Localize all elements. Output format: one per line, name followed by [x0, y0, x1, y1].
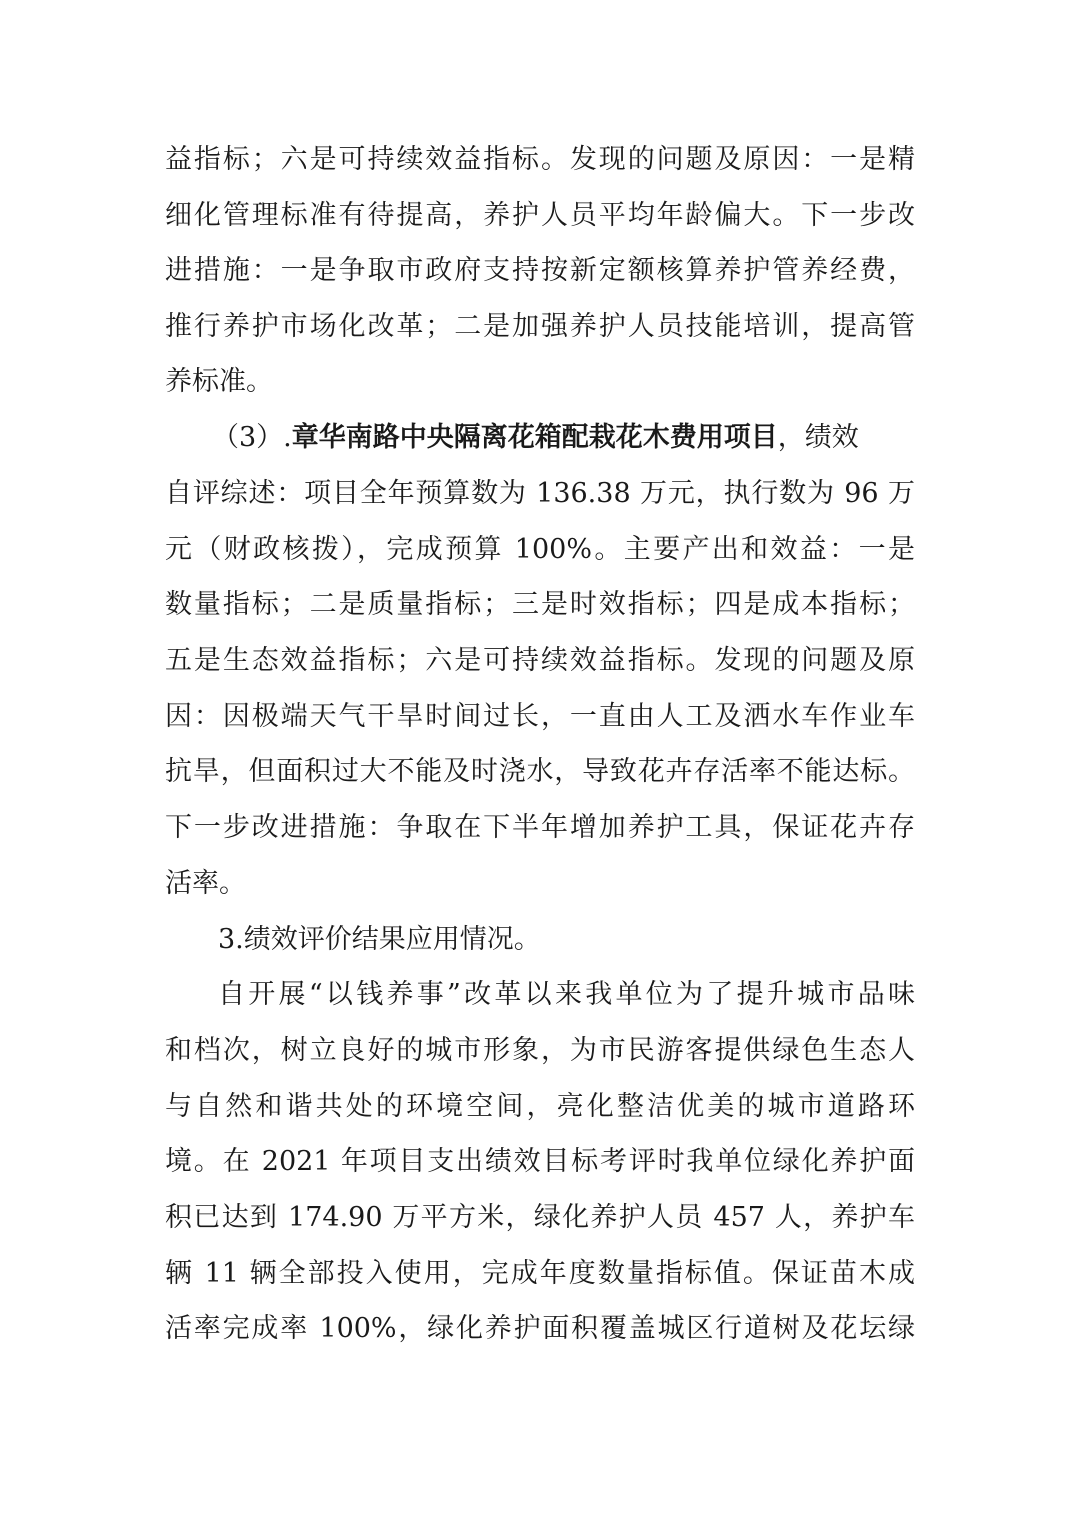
paragraph-line: 境。在 2021 年项目支出绩效目标考评时我单位绿化养护面	[165, 1146, 915, 1177]
paragraph-line: 自开展“以钱养事”改革以来我单位为了提升城市品味	[218, 979, 915, 1010]
item-3-title: 章华南路中央隔离花箱配栽花木费用项目	[291, 422, 778, 453]
paragraph-line: 辆 11 辆全部投入使用，完成年度数量指标值。保证苗木成	[165, 1258, 915, 1289]
paragraph-line: 与自然和谐共处的环境空间，亮化整洁优美的城市道路环	[165, 1091, 915, 1122]
paragraph-line: 元（财政核拨），完成预算 100%。主要产出和效益：一是	[165, 534, 915, 565]
paragraph-line: 活率完成率 100%，绿化养护面积覆盖城区行道树及花坛绿	[165, 1313, 915, 1344]
item-3-number: （3）.	[212, 422, 292, 453]
paragraph-line: 细化管理标准有待提高，养护人员平均年龄偏大。下一步改	[165, 200, 915, 231]
paragraph-line: 活率。	[165, 868, 246, 899]
paragraph-line: 抗旱，但面积过大不能及时浇水，导致花卉存活率不能达标。	[165, 756, 915, 787]
paragraph-line: 进措施：一是争取市政府支持按新定额核算养护管养经费，	[165, 255, 915, 286]
paragraph-line: 自评综述：项目全年预算数为 136.38 万元，执行数为 96 万	[165, 478, 915, 509]
paragraph-line: 养标准。	[165, 366, 273, 397]
paragraph-line: 数量指标；二是质量指标；三是时效指标；四是成本指标；	[165, 589, 915, 620]
paragraph-line: 和档次，树立良好的城市形象，为市民游客提供绿色生态人	[165, 1035, 915, 1066]
item-3-suffix: ，绩效	[777, 422, 859, 453]
paragraph-line: 五是生态效益指标；六是可持续效益指标。发现的问题及原	[165, 645, 915, 676]
paragraph-line: 积已达到 174.90 万平方米，绿化养护人员 457 人，养护车	[165, 1202, 915, 1233]
paragraph-line: 因：因极端天气干旱时间过长，一直由人工及洒水车作业车	[165, 701, 915, 732]
paragraph-line: 推行养护市场化改革；二是加强养护人员技能培训，提高管	[165, 311, 915, 342]
item-3-heading-line	[212, 418, 915, 458]
section-heading: 3.绩效评价结果应用情况。	[218, 924, 541, 955]
paragraph-line: 益指标；六是可持续效益指标。发现的问题及原因：一是精	[165, 144, 915, 175]
paragraph-line: 下一步改进措施：争取在下半年增加养护工具，保证花卉存	[165, 812, 915, 843]
